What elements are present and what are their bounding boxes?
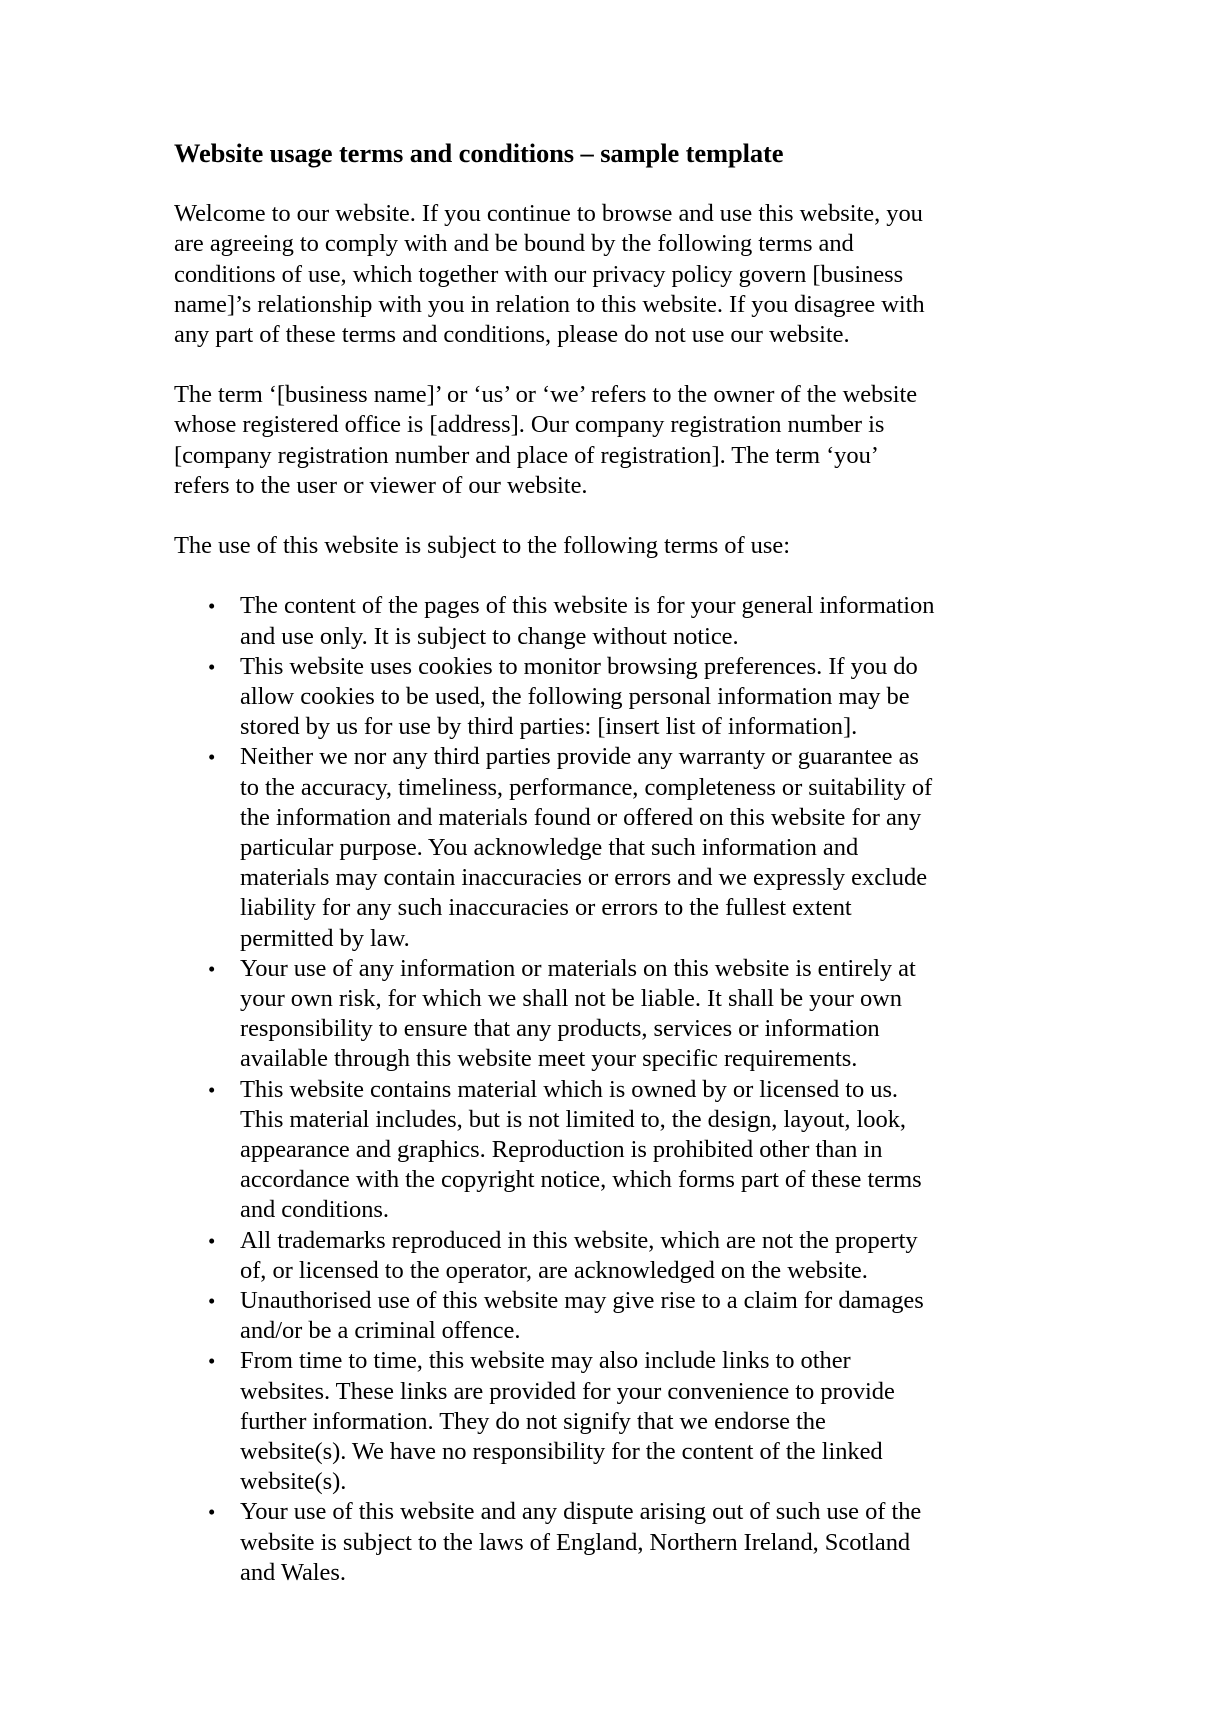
list-item-text: This website contains material which is owned by or licensed to us. This material includes, but is not limited to, the design, layout, look, appearance and graphics. Reproduction is prohibited other than in accordance with the copyright notice, which forms part of these terms and conditions.: [240, 1075, 922, 1224]
list-item: [174, 652, 936, 743]
bullet-icon: •: [208, 1349, 216, 1374]
bullet-icon: •: [208, 1288, 216, 1313]
bullet-icon: •: [208, 594, 216, 619]
list-item: [174, 1075, 936, 1226]
list-item: [174, 742, 936, 953]
list-item-text: Your use of this website and any dispute arising out of such use of the website is subject to the laws of England, Northern Ireland, Scotland and Wales.: [240, 1498, 922, 1586]
list-item: [174, 591, 936, 651]
bullet-icon: •: [208, 654, 216, 679]
bullet-icon: •: [208, 1077, 216, 1102]
list-item: [174, 1286, 936, 1346]
list-item: [174, 1226, 936, 1286]
list-item-text: Unauthorised use of this website may give rise to a claim for damages and/or be a criminal offence.: [240, 1286, 924, 1345]
document-body: [174, 138, 936, 1588]
list-item: [174, 1346, 936, 1497]
list-item-text: All trademarks reproduced in this website, which are not the property of, or licensed to the operator, are acknowledged on the website.: [240, 1226, 918, 1284]
list-item-text: Your use of any information or materials on this website is entirely at your own risk, for which we shall not be liable. It shall be your own responsibility to ensure that any products, services or information available through this website meet your specific requirements.: [240, 954, 916, 1073]
list-item-text: The content of the pages of this website is for your general information and use only. It is subject to change without notice.: [240, 592, 935, 650]
bullet-icon: •: [208, 956, 216, 981]
paragraph-terms-intro: The use of this website is subject to the following terms of use:: [174, 532, 790, 560]
list-item: [174, 1497, 936, 1588]
paragraph-definitions: The term ‘[business name]’ or ‘us’ or ‘we’ refers to the owner of the website whose registered office is [address]. Our company registration number is [company registration number and place of registration]. The term ‘you’ refers to the user or viewer of our website.: [174, 381, 918, 499]
bullet-icon: •: [208, 745, 216, 770]
bullet-icon: •: [208, 1228, 216, 1253]
list-item-text: Neither we nor any third parties provide any warranty or guarantee as to the accuracy, timeliness, performance, completeness or suitability of the information and materials found or offered on this website for any particular purpose. You acknowledge that such information and materials may contain inaccuracies or errors and we expressly exclude liability for any such inaccuracies or errors to the fullest extent permitted by law.: [240, 743, 933, 952]
paragraph-welcome: Welcome to our website. If you continue to browse and use this website, you are agreeing to comply with and be bound by the following terms and conditions of use, which together with our privacy policy govern [business name]’s relationship with you in relation to this website. If you disagree with any part of these terms and conditions, please do not use our website.: [174, 200, 925, 349]
list-item: [174, 954, 936, 1075]
list-item-text: This website uses cookies to monitor browsing preferences. If you do allow cookies to be used, the following personal information may be stored by us for use by third parties: [insert list of information].: [240, 652, 918, 741]
page-title: Website usage terms and conditions – sample template: [174, 138, 784, 168]
terms-of-use-list: [174, 591, 936, 1588]
bullet-icon: •: [208, 1500, 216, 1525]
list-item-text: From time to time, this website may also include links to other websites. These links are provided for your convenience to provide further information. They do not signify that we endorse the website(s). We have no responsibility for the content of the linked website(s).: [240, 1347, 895, 1496]
